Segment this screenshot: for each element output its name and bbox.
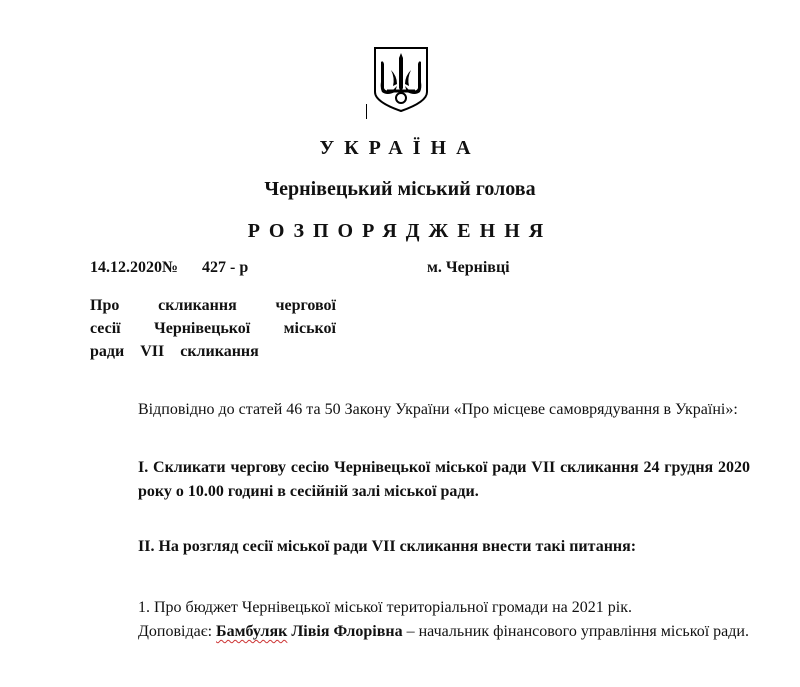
intro-paragraph: Відповідно до статей 46 та 50 Закону України «Про місцеве самоврядування в Україні»: [138, 401, 738, 418]
section-2-paragraph: ІІ. На розгляд сесії міської ради VІІ скликання внести такі питання: [138, 538, 637, 555]
document-city: м. Чернівці [427, 259, 510, 276]
document-type-heading: РОЗПОРЯДЖЕННЯ [247, 220, 553, 242]
coat-of-arms-icon [371, 44, 431, 114]
section-1-paragraph: І. Скликати чергову сесію Чернівецької міської ради VІІ скликання 24 грудня 2020 року о 10.00 годині в сесійній залі міської ради. [138, 459, 750, 500]
agenda-item-title: 1. Про бюджет Чернівецької міської територіальної громади на 2021 рік. [138, 599, 632, 616]
country-heading: УКРАЇНА [319, 137, 481, 159]
agenda-item-1 [90, 596, 750, 644]
agenda-item-reporter: Доповідає: Бамбуляк Лівія Флорівна – начальник фінансового управління міської ради. [138, 623, 749, 640]
document-subject: Про скликання чергової сесії Чернівецької міської ради VІІ скликання [90, 297, 336, 360]
authority-heading: Чернівецький міський голова [264, 178, 536, 200]
text-cursor [366, 104, 367, 119]
document-date: 14.12.2020№ [90, 259, 179, 276]
document-number: 427 - р [202, 259, 249, 276]
